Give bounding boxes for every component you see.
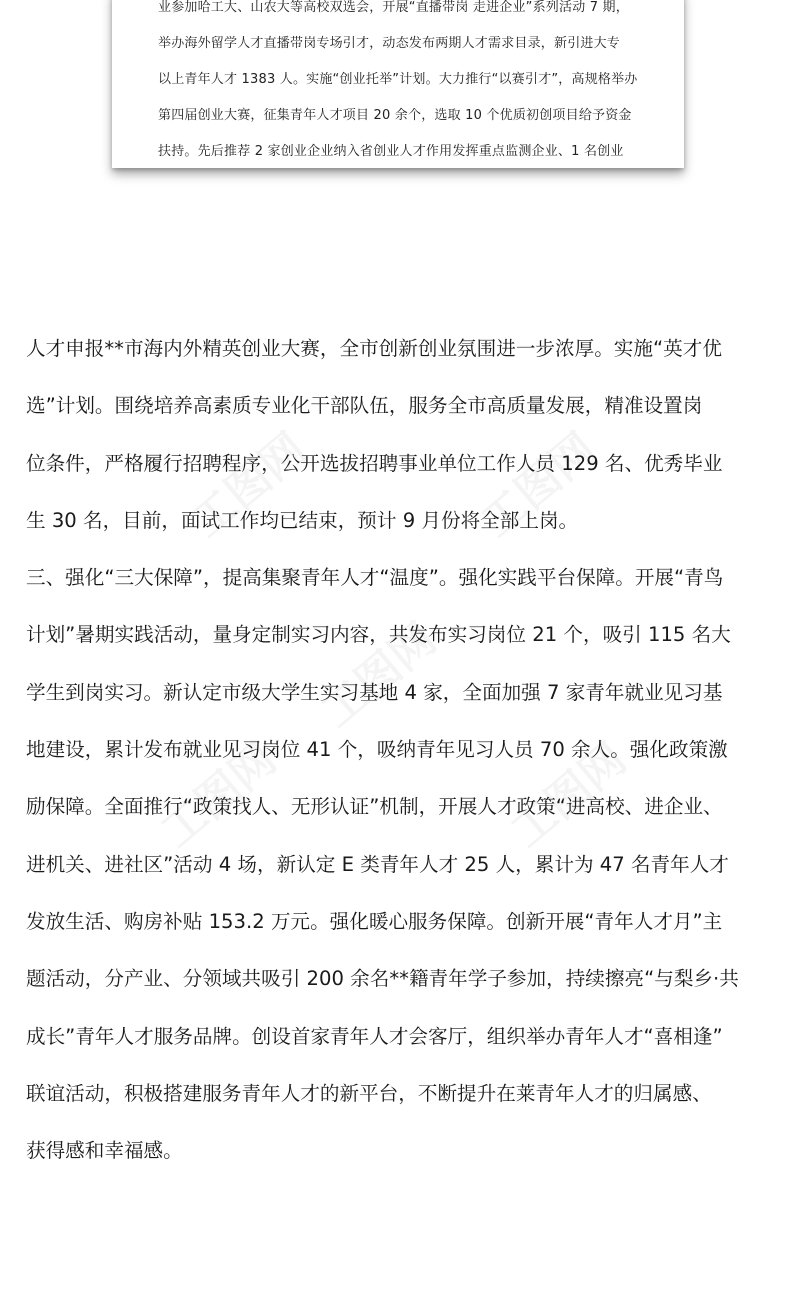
body-line: 联谊活动，积极搭建服务青年人才的新平台，不断提升在莱青年人才的归属感、 <box>26 1081 712 1105</box>
body-line: 选”计划。围绕培养高素质专业化干部队伍，服务全市高质量发展，精准设置岗 <box>26 394 703 418</box>
body-line: 励保障。全面推行“政策找人、无形认证”机制，开展人才政策“进高校、进企业、 <box>26 795 723 819</box>
body-paragraphs <box>26 320 786 1179</box>
card-line: 业参加哈工大、山农大等高校双选会，开展“直播带岗 走进企业”系列活动 7 期， <box>158 0 629 15</box>
body-line: 发放生活、购房补贴 153.2 万元。强化暖心服务保障。创新开展“青年人才月”主 <box>26 909 723 933</box>
body-line: 学生到岗实习。新认定市级大学生实习基地 4 家，全面加强 7 家青年就业见习基 <box>26 680 723 704</box>
card-line: 扶持。先后推荐 2 家创业企业纳入省创业人才作用发挥重点监测企业、1 名创业 <box>158 144 624 159</box>
document-preview-card <box>112 0 684 168</box>
card-line: 以上青年人才 1383 人。实施“创业托举”计划。大力推行“以赛引才”，高规格举办 <box>158 72 638 87</box>
body-line: 成长”青年人才服务品牌。创设首家青年人才会客厅，组织举办青年人才“喜相逢” <box>26 1024 723 1048</box>
body-line: 获得感和幸福感。 <box>26 1139 183 1163</box>
card-line: 举办海外留学人才直播带岗专场引才，动态发布两期人才需求目录，新引进大专 <box>158 36 621 51</box>
section-three-heading-line: 三、强化“三大保障”，提高集聚青年人才“温度”。强化实践平台保障。开展“青鸟 <box>26 566 724 590</box>
body-line: 位条件，严格履行招聘程序，公开选拔招聘事业单位工作人员 129 名、优秀毕业 <box>26 451 723 475</box>
body-line: 进机关、进社区”活动 4 场，新认定 E 类青年人才 25 人，累计为 47 名青年人才 <box>26 852 729 876</box>
body-line: 题活动，分产业、分领域共吸引 200 余名**籍青年学子参加，持续擦亮“与梨乡·共 <box>26 967 739 991</box>
body-line: 地建设，累计发布就业见习岗位 41 个，吸纳青年见习人员 70 余人。强化政策激 <box>26 738 728 762</box>
body-line: 计划”暑期实践活动，量身定制实习内容，共发布实习岗位 21 个，吸引 115 名大 <box>26 623 731 647</box>
card-line: 第四届创业大赛，征集青年人才项目 20 余个，选取 10 个优质初创项目给予资金 <box>158 108 632 123</box>
body-line: 人才申报**市海内外精英创业大赛，全市创新创业氛围进一步浓厚。实施“英才优 <box>26 337 722 360</box>
body-line: 生 30 名，目前，面试工作均已结束，预计 9 月份将全部上岗。 <box>26 508 579 532</box>
card-paragraph <box>158 0 648 168</box>
